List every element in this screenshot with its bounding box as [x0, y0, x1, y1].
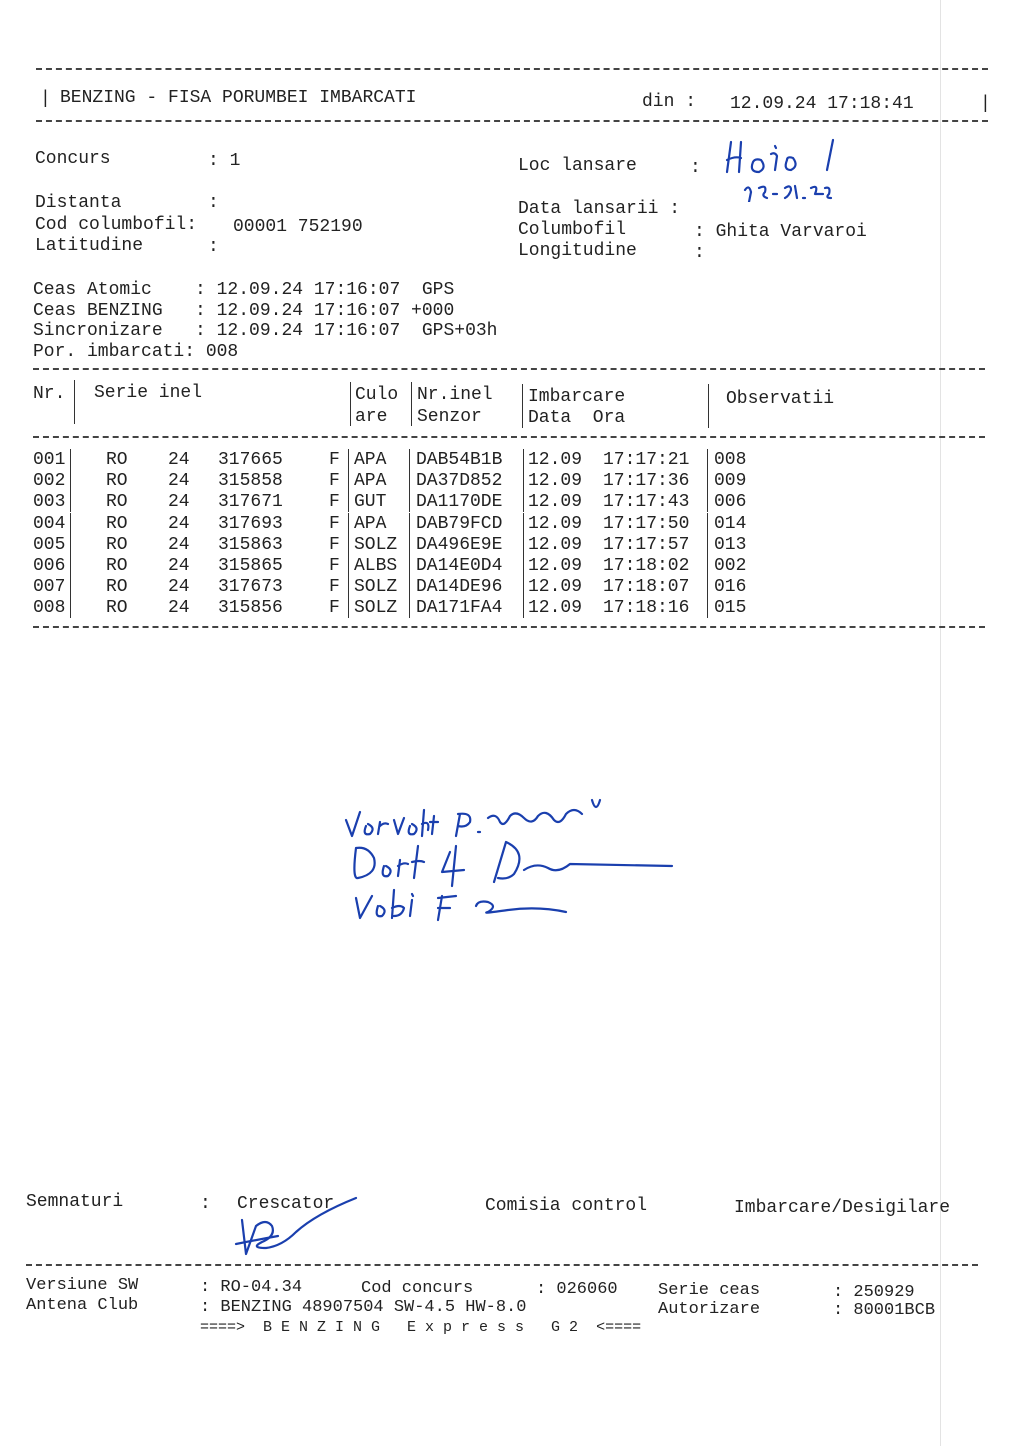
cell-an: 24: [168, 450, 190, 470]
row-column-separator: [348, 449, 349, 470]
versiune-sw-value: : RO-04.34: [200, 1278, 303, 1297]
cell-senzor: DA14E0D4: [416, 556, 503, 576]
row-column-separator: [70, 449, 71, 470]
cell-tara: RO: [106, 556, 128, 576]
cod-concurs-value: : 026060: [536, 1280, 618, 1299]
row-column-separator: [409, 491, 410, 512]
cell-obs: 006: [714, 492, 747, 513]
sincronizare: Sincronizare : 12.09.24 17:16:07 GPS+03h: [33, 321, 498, 341]
row-column-separator: [409, 576, 410, 597]
row-column-separator: [348, 555, 349, 576]
cell-an: 24: [168, 534, 190, 555]
handwritten-notes: [338, 770, 678, 930]
col-sep-observatii: [708, 384, 709, 428]
row-column-separator: [70, 491, 71, 512]
cell-senzor: DA37D852: [416, 471, 503, 492]
cell-obs: 008: [714, 450, 747, 470]
row-column-separator: [707, 597, 708, 618]
header-timestamp: 12.09.24 17:18:41: [730, 94, 914, 114]
divider-table-header: [33, 436, 985, 438]
cell-inel: 317693: [218, 513, 283, 534]
cell-nr: 002: [33, 471, 66, 492]
cell-obs: 014: [714, 513, 747, 534]
loc-lansare-sep: :: [690, 158, 701, 178]
cell-data: 12.09: [528, 534, 583, 555]
cell-an: 24: [168, 513, 190, 534]
cell-data: 12.09: [528, 450, 583, 470]
cell-sex: F: [329, 598, 340, 619]
col-header-observatii: Observatii: [726, 389, 835, 409]
row-column-separator: [409, 513, 410, 534]
row-column-separator: [409, 449, 410, 470]
row-column-separator: [348, 513, 349, 534]
header-left-bar: |: [40, 89, 51, 109]
cell-culoare: SOLZ: [354, 598, 398, 619]
col-header-nr: Nr.: [33, 384, 66, 404]
cell-sex: F: [329, 577, 340, 598]
row-column-separator: [523, 470, 524, 491]
data-lansarii-label: Data lansarii :: [518, 199, 681, 219]
columbofil-label: Columbofil: [518, 220, 627, 240]
cell-an: 24: [168, 492, 190, 513]
cell-obs: 016: [714, 577, 747, 598]
distanta-value: :: [208, 193, 219, 213]
cell-inel: 315858: [218, 471, 283, 492]
col-sep-culoare: [350, 382, 351, 426]
row-column-separator: [409, 534, 410, 555]
imbarcare-desigilare-label: Imbarcare/Desigilare: [734, 1198, 951, 1218]
cell-nr: 003: [33, 492, 66, 513]
row-column-separator: [348, 470, 349, 491]
cell-sex: F: [329, 471, 340, 492]
row-column-separator: [523, 449, 524, 470]
cell-culoare: APA: [354, 450, 387, 470]
row-column-separator: [348, 491, 349, 512]
por-imbarcati: Por. imbarcati: 008: [33, 342, 239, 362]
cell-nr: 005: [33, 534, 66, 555]
cell-an: 24: [168, 556, 190, 576]
ceas-benzing: Ceas BENZING : 12.09.24 17:16:07 +000: [33, 301, 455, 321]
row-column-separator: [707, 534, 708, 555]
cell-tara: RO: [106, 598, 128, 619]
document-title: BENZING - FISA PORUMBEI IMBARCATI: [60, 88, 417, 108]
autorizare-value: : 80001BCB: [833, 1301, 936, 1320]
latitudine-value: :: [208, 237, 219, 257]
cell-data: 12.09: [528, 598, 583, 619]
col-sep-imbarcare: [522, 384, 523, 428]
cell-nr: 008: [33, 598, 66, 619]
cell-culoare: ALBS: [354, 556, 398, 576]
cell-ora: 17:18:07: [603, 577, 690, 598]
benzing-banner: ====> B E N Z I N G E x p r e s s G 2 <====: [200, 1319, 642, 1336]
cell-inel: 315856: [218, 598, 283, 619]
cell-tara: RO: [106, 450, 128, 470]
cell-inel: 317673: [218, 577, 283, 598]
cell-an: 24: [168, 577, 190, 598]
antena-club-value: : BENZING 48907504 SW-4.5 HW-8.0: [200, 1298, 527, 1317]
cell-sex: F: [329, 450, 340, 470]
cell-inel: 315863: [218, 534, 283, 555]
row-column-separator: [523, 534, 524, 555]
cell-data: 12.09: [528, 471, 583, 492]
cell-data: 12.09: [528, 556, 583, 576]
divider-table-bottom: [33, 626, 985, 628]
col-header-nr-inel-1: Nr.inel: [417, 385, 493, 405]
cell-culoare: SOLZ: [354, 577, 398, 598]
col-header-serie-inel: Serie inel: [94, 383, 203, 403]
antena-club-label: Antena Club: [26, 1296, 139, 1315]
cell-senzor: DA1170DE: [416, 492, 503, 513]
comisia-control-label: Comisia control: [485, 1196, 648, 1216]
divider-table-top: [33, 368, 985, 370]
cell-ora: 17:18:16: [603, 598, 690, 619]
row-column-separator: [523, 555, 524, 576]
row-column-separator: [348, 576, 349, 597]
semnaturi-label: Semnaturi: [26, 1192, 124, 1212]
cell-sex: F: [329, 492, 340, 513]
cell-senzor: DA171FA4: [416, 598, 503, 619]
cell-culoare: APA: [354, 513, 387, 534]
divider-footer: [26, 1264, 978, 1266]
cell-obs: 015: [714, 598, 747, 619]
row-column-separator: [707, 449, 708, 470]
crescator-signature: [226, 1196, 366, 1266]
cell-inel: 317665: [218, 450, 283, 470]
cell-tara: RO: [106, 577, 128, 598]
page-edge: [940, 0, 941, 1446]
cell-sex: F: [329, 534, 340, 555]
divider-top: [36, 68, 988, 70]
header-din-label: din :: [642, 92, 697, 112]
cell-an: 24: [168, 471, 190, 492]
cell-senzor: DAB54B1B: [416, 450, 503, 470]
cell-obs: 013: [714, 534, 747, 555]
cell-an: 24: [168, 598, 190, 619]
distanta-label: Distanta: [35, 193, 122, 213]
row-column-separator: [348, 534, 349, 555]
cell-senzor: DAB79FCD: [416, 513, 503, 534]
concurs-label: Concurs: [35, 149, 111, 169]
cod-columbofil-value: 00001 752190: [233, 217, 363, 237]
col-header-imbarcare-1: Imbarcare: [528, 387, 626, 407]
col-sep-senzor: [411, 382, 412, 426]
col-header-culoare-1: Culo: [355, 385, 399, 405]
col-header-imbarcare-2: Data Ora: [528, 408, 626, 428]
row-column-separator: [70, 534, 71, 555]
row-column-separator: [409, 555, 410, 576]
col-header-culoare-2: are: [355, 407, 388, 427]
row-column-separator: [70, 576, 71, 597]
col-sep-nr: [74, 380, 75, 424]
cell-data: 12.09: [528, 577, 583, 598]
cell-ora: 17:17:43: [603, 492, 690, 513]
cell-inel: 315865: [218, 556, 283, 576]
row-column-separator: [707, 470, 708, 491]
cell-obs: 002: [714, 556, 747, 576]
cell-ora: 17:17:36: [603, 471, 690, 492]
cell-ora: 17:18:02: [603, 556, 690, 576]
row-column-separator: [409, 470, 410, 491]
cell-culoare: GUT: [354, 492, 387, 513]
cell-culoare: SOLZ: [354, 534, 398, 555]
cell-sex: F: [329, 513, 340, 534]
cell-senzor: DA14DE96: [416, 577, 503, 598]
row-column-separator: [523, 513, 524, 534]
serie-ceas-label: Serie ceas: [658, 1281, 761, 1300]
row-column-separator: [523, 491, 524, 512]
row-column-separator: [707, 513, 708, 534]
row-column-separator: [70, 555, 71, 576]
row-column-separator: [523, 576, 524, 597]
cell-data: 12.09: [528, 513, 583, 534]
cell-ora: 17:17:57: [603, 534, 690, 555]
cell-nr: 006: [33, 556, 66, 576]
row-column-separator: [707, 576, 708, 597]
row-column-separator: [409, 597, 410, 618]
cell-data: 12.09: [528, 492, 583, 513]
serie-ceas-value: : 250929: [833, 1283, 915, 1302]
divider-header-bottom: [36, 120, 988, 122]
cell-nr: 004: [33, 513, 66, 534]
cod-columbofil-label: Cod columbofil:: [35, 215, 198, 235]
cell-sex: F: [329, 556, 340, 576]
cell-ora: 17:17:50: [603, 513, 690, 534]
cell-nr: 001: [33, 450, 66, 470]
cod-concurs-label: Cod concurs: [361, 1279, 474, 1298]
row-column-separator: [70, 597, 71, 618]
latitudine-label: Latitudine: [35, 236, 144, 256]
handwritten-location: [715, 132, 855, 202]
row-column-separator: [707, 491, 708, 512]
cell-tara: RO: [106, 513, 128, 534]
autorizare-label: Autorizare: [658, 1300, 761, 1319]
cell-culoare: APA: [354, 471, 387, 492]
cell-inel: 317671: [218, 492, 283, 513]
ceas-atomic: Ceas Atomic : 12.09.24 17:16:07 GPS: [33, 280, 455, 300]
semnaturi-sep: :: [200, 1194, 211, 1214]
cell-tara: RO: [106, 492, 128, 513]
loc-lansare-label: Loc lansare: [518, 156, 637, 176]
longitudine-value: :: [694, 243, 705, 263]
col-header-nr-inel-2: Senzor: [417, 407, 482, 427]
crescator-label: Crescator: [237, 1194, 335, 1214]
row-column-separator: [348, 597, 349, 618]
row-column-separator: [523, 597, 524, 618]
cell-obs: 009: [714, 471, 747, 492]
cell-senzor: DA496E9E: [416, 534, 503, 555]
longitudine-label: Longitudine: [518, 241, 637, 261]
versiune-sw-label: Versiune SW: [26, 1276, 139, 1295]
row-column-separator: [70, 513, 71, 534]
cell-nr: 007: [33, 577, 66, 598]
columbofil-value: : Ghita Varvaroi: [694, 222, 867, 242]
cell-tara: RO: [106, 471, 128, 492]
cell-ora: 17:17:21: [603, 450, 690, 470]
cell-tara: RO: [106, 534, 128, 555]
header-right-bar: |: [980, 94, 991, 114]
row-column-separator: [70, 470, 71, 491]
row-column-separator: [707, 555, 708, 576]
concurs-value: : 1: [208, 151, 241, 171]
